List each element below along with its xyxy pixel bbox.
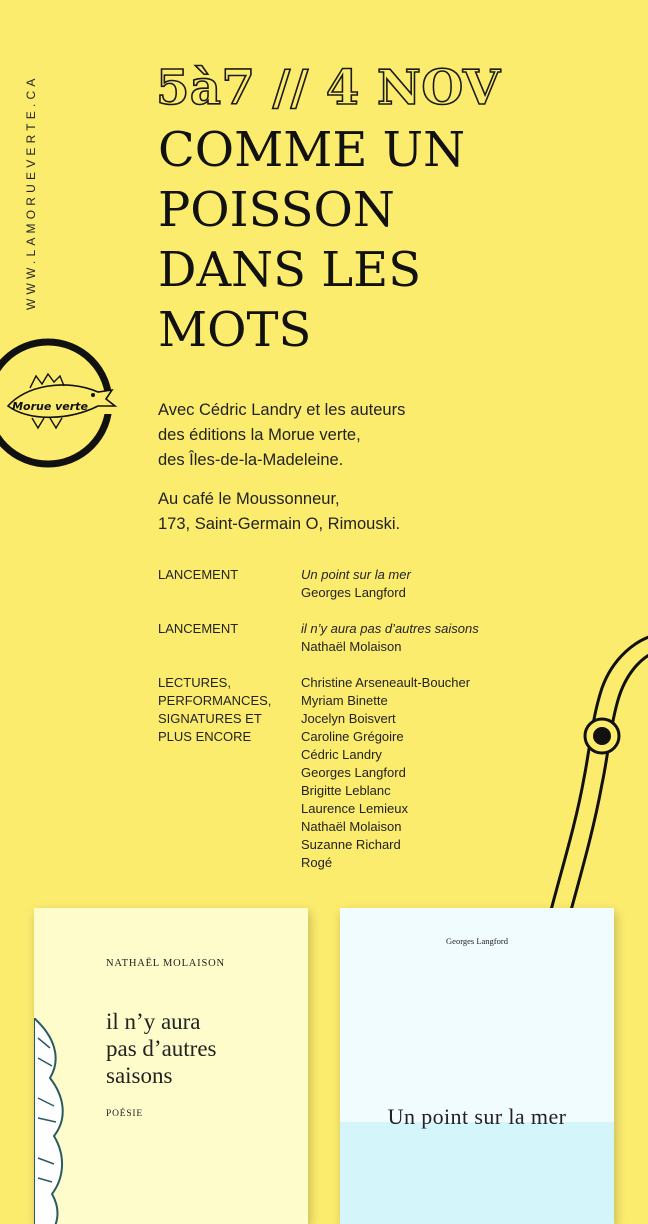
label-line: PERFORMANCES, — [158, 693, 272, 708]
fish-illustration — [540, 628, 648, 918]
event-program — [158, 566, 518, 890]
title-line: DANS LES — [158, 242, 422, 298]
label-line: PLUS ENCORE — [158, 729, 252, 744]
event-description — [158, 398, 488, 551]
label-line: SIGNATURES ET — [158, 711, 262, 726]
book-title-line: il n’y aura — [106, 1009, 201, 1034]
author-name: Nathaël Molaison — [301, 639, 402, 654]
book-author: NATHAËL MOLAISON — [106, 958, 225, 969]
book-title-line: saisons — [106, 1063, 173, 1088]
author-name: Georges Langford — [301, 585, 406, 600]
program-row — [158, 566, 518, 602]
book-cover-point-sur-la-mer — [340, 908, 614, 1224]
program-details — [301, 566, 518, 602]
title-line: COMME UN — [158, 122, 466, 178]
program-row — [158, 620, 518, 656]
book-title: Un point sur la mer — [301, 567, 411, 582]
event-title — [158, 120, 518, 360]
participant-name: Caroline Grégoire — [301, 729, 404, 744]
participant-name: Cédric Landry — [301, 747, 382, 762]
venue-paragraph — [158, 487, 488, 537]
intro-line: des éditions la Morue verte, — [158, 426, 361, 444]
program-label: LANCEMENT — [158, 621, 239, 636]
participant-name: Laurence Lemieux — [301, 801, 408, 816]
morue-verte-logo — [0, 332, 130, 474]
participants-list — [301, 674, 518, 872]
book-author: Georges Langford — [446, 936, 508, 946]
participant-name: Rogé — [301, 855, 333, 870]
title-line: MOTS — [158, 302, 312, 358]
program-label: LANCEMENT — [158, 567, 239, 582]
leaf-illustration — [34, 1018, 94, 1224]
intro-line: Avec Cédric Landry et les auteurs — [158, 401, 406, 419]
participant-name: Nathaël Molaison — [301, 819, 402, 834]
guests-paragraph — [158, 398, 488, 473]
participant-name: Myriam Binette — [301, 693, 388, 708]
book-title-line: pas d’autres — [106, 1036, 217, 1061]
book-title — [106, 1008, 306, 1089]
website-url[interactable]: WWW.LAMORUEVERTE.CA — [24, 74, 38, 310]
venue-line: Au café le Moussonneur, — [158, 490, 340, 508]
book-genre: POÉSIE — [106, 1109, 143, 1119]
sea-band — [340, 1122, 614, 1224]
program-label — [158, 674, 301, 872]
title-line: POISSON — [158, 182, 395, 238]
logo-text: Morue verte — [12, 400, 88, 413]
participant-name: Jocelyn Boisvert — [301, 711, 396, 726]
event-date: 5à7 // 4 NOV — [156, 60, 501, 116]
label-line: LECTURES, — [158, 675, 231, 690]
participant-name: Georges Langford — [301, 765, 406, 780]
program-row — [158, 674, 518, 872]
program-details — [301, 620, 518, 656]
book-title: il n’y aura pas d’autres saisons — [301, 621, 479, 636]
book-title: Un point sur la mer — [387, 1104, 567, 1129]
intro-line: des Îles-de-la-Madeleine. — [158, 451, 344, 469]
participant-name: Christine Arseneault-Boucher — [301, 675, 471, 690]
venue-address: 173, Saint-Germain O, Rimouski. — [158, 515, 401, 533]
participant-name: Brigitte Leblanc — [301, 783, 391, 798]
book-cover-saisons — [34, 908, 308, 1224]
participant-name: Suzanne Richard — [301, 837, 401, 852]
